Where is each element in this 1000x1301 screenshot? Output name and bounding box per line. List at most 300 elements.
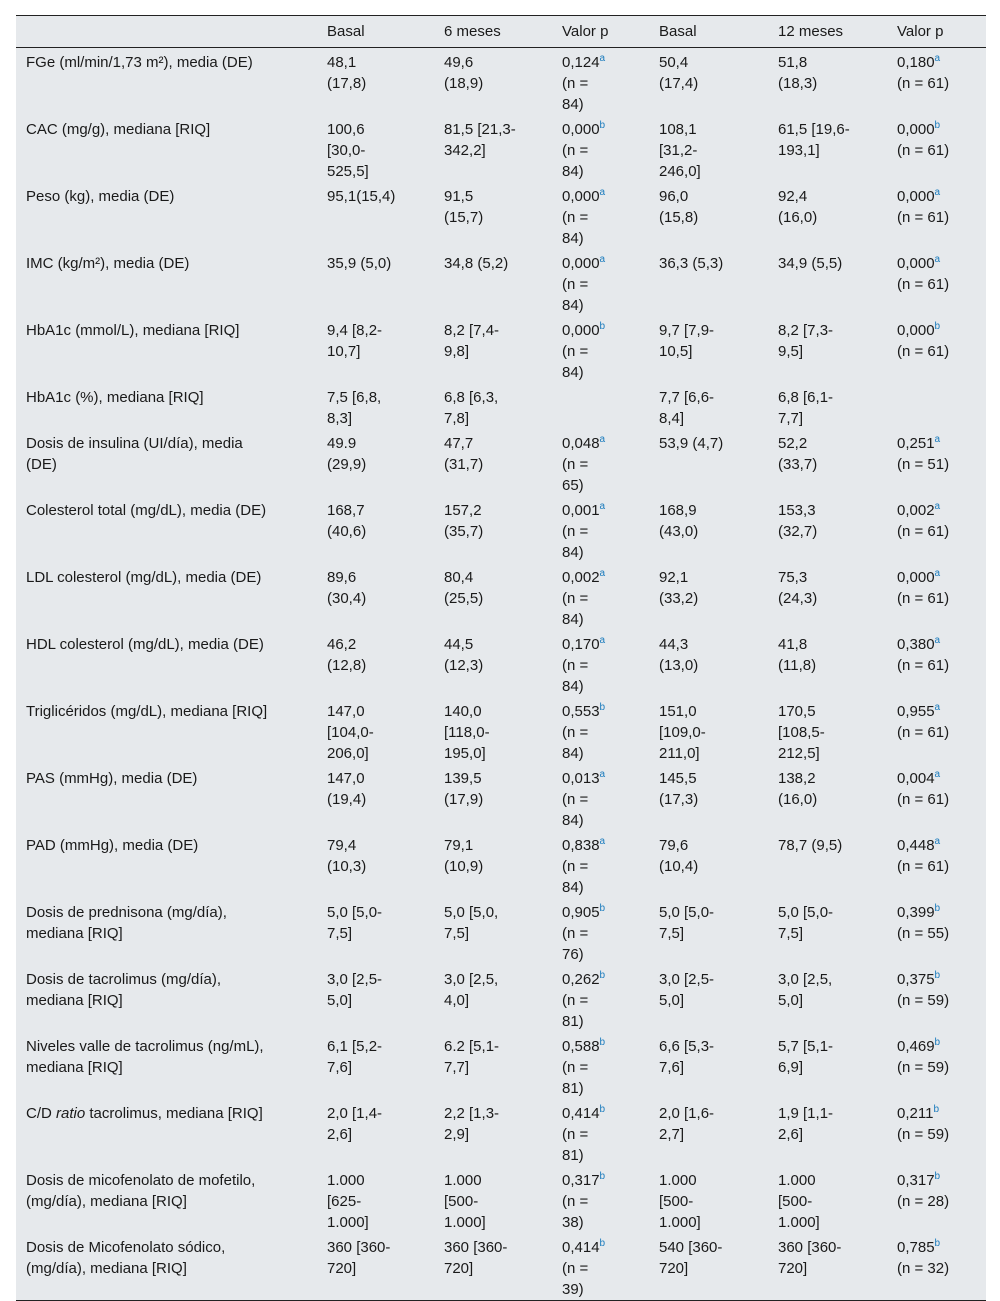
p-value-footnote-marker: a bbox=[934, 835, 941, 847]
sample-size: (n = bbox=[562, 589, 589, 607]
p-value-line bbox=[562, 902, 643, 923]
p-value-line bbox=[897, 433, 980, 454]
p-value: 0,553 bbox=[562, 702, 600, 720]
row-label-italic: ratio bbox=[56, 1104, 86, 1122]
cell-6-meses-line: 5,0 [5,0, bbox=[444, 903, 499, 921]
cell-12-meses-line: 5,0] bbox=[778, 991, 804, 1009]
cell-6-meses-line: 34,8 (5,2) bbox=[444, 254, 509, 272]
cell-basal-6-line: 147,0 bbox=[327, 702, 365, 720]
cell-p-value-6 bbox=[552, 383, 649, 429]
p-value: 0,000 bbox=[562, 321, 600, 339]
cell-basal-6-line: 95,1(15,4) bbox=[327, 187, 396, 205]
cell-12-meses-line: (18,3) bbox=[778, 74, 818, 92]
p-value-line bbox=[897, 902, 980, 923]
p-value: 0,002 bbox=[562, 568, 600, 586]
cell-12-meses-line: (16,0) bbox=[778, 208, 818, 226]
p-value-footnote-marker: a bbox=[934, 500, 941, 512]
cell-6-meses-line: (15,7) bbox=[444, 208, 484, 226]
cell-p-value-12 bbox=[887, 1032, 986, 1099]
table-row bbox=[16, 182, 986, 249]
cell-6-meses-line: 360 [360- bbox=[444, 1238, 508, 1256]
cell-basal-6 bbox=[317, 1233, 434, 1300]
results-table bbox=[16, 16, 986, 1300]
table-row bbox=[16, 563, 986, 630]
cell-6-meses-line: 8,2 [7,4- bbox=[444, 321, 500, 339]
cell-basal-12 bbox=[649, 182, 768, 249]
row-label bbox=[16, 1032, 317, 1099]
sample-size: (n = 61) bbox=[897, 342, 950, 360]
sample-size: (n = 61) bbox=[897, 790, 950, 808]
cell-basal-12-line: [31,2- bbox=[659, 141, 698, 159]
p-value-footnote-marker: b bbox=[934, 902, 941, 914]
cell-basal-12 bbox=[649, 115, 768, 182]
cell-basal-12-line: 7,5] bbox=[659, 924, 685, 942]
cell-basal-12-line: 1.000 bbox=[659, 1171, 697, 1189]
header-row bbox=[16, 16, 986, 47]
cell-12-meses bbox=[768, 383, 887, 429]
header-cell-12-meses: 12 meses bbox=[778, 22, 844, 40]
cell-p-value-6 bbox=[552, 1099, 649, 1166]
row-label-line: LDL colesterol (mg/dL), media (DE) bbox=[26, 568, 262, 586]
cell-p-value-6 bbox=[552, 965, 649, 1032]
sample-size: (n = 51) bbox=[897, 455, 950, 473]
sample-size: 84) bbox=[562, 363, 584, 381]
p-value: 0,588 bbox=[562, 1037, 600, 1055]
cell-p-value-12 bbox=[887, 831, 986, 898]
cell-basal-6-line: 525,5] bbox=[327, 162, 369, 180]
table-row bbox=[16, 249, 986, 316]
cell-6-meses-line: 3,0 [2,5, bbox=[444, 970, 499, 988]
header-cell-basal-12: Basal bbox=[659, 22, 697, 40]
cell-basal-6-line: 7,6] bbox=[327, 1058, 353, 1076]
p-value-line bbox=[562, 52, 643, 73]
p-value: 0,170 bbox=[562, 635, 600, 653]
cell-basal-12-line: 5,0] bbox=[659, 991, 685, 1009]
p-value-footnote-marker: b bbox=[599, 969, 606, 981]
cell-6-meses bbox=[434, 115, 552, 182]
sample-size: (n = 55) bbox=[897, 924, 950, 942]
cell-basal-6-line: 46,2 bbox=[327, 635, 357, 653]
p-value: 0,004 bbox=[897, 769, 935, 787]
cell-12-meses bbox=[768, 965, 887, 1032]
sample-size: (n = bbox=[562, 275, 589, 293]
sample-size: 65) bbox=[562, 476, 584, 494]
cell-basal-12-line: 108,1 bbox=[659, 120, 697, 138]
cell-12-meses bbox=[768, 316, 887, 383]
results-table-container bbox=[16, 15, 986, 1301]
cell-basal-6 bbox=[317, 383, 434, 429]
cell-p-value-6 bbox=[552, 115, 649, 182]
p-value-footnote-marker: b bbox=[599, 701, 606, 713]
cell-6-meses bbox=[434, 47, 552, 115]
cell-p-value-12 bbox=[887, 563, 986, 630]
row-label-line: mediana [RIQ] bbox=[26, 1058, 123, 1076]
cell-basal-12-line: [109,0- bbox=[659, 723, 706, 741]
cell-6-meses bbox=[434, 429, 552, 496]
p-value-footnote-marker: a bbox=[934, 253, 941, 265]
cell-6-meses-line: 140,0 bbox=[444, 702, 482, 720]
row-label bbox=[16, 1166, 317, 1233]
cell-basal-6 bbox=[317, 47, 434, 115]
row-label bbox=[16, 429, 317, 496]
sample-size: 84) bbox=[562, 878, 584, 896]
p-value: 0,955 bbox=[897, 702, 935, 720]
cell-12-meses-line: 41,8 bbox=[778, 635, 808, 653]
cell-6-meses bbox=[434, 898, 552, 965]
sample-size: 84) bbox=[562, 229, 584, 247]
cell-basal-6-line: (40,6) bbox=[327, 522, 367, 540]
row-label bbox=[16, 316, 317, 383]
p-value-line bbox=[562, 119, 643, 140]
header-cell-p-value-6: Valor p bbox=[562, 22, 609, 40]
cell-p-value-6 bbox=[552, 898, 649, 965]
p-value-line bbox=[897, 500, 980, 521]
row-label bbox=[16, 496, 317, 563]
cell-basal-6 bbox=[317, 182, 434, 249]
sample-size: 84) bbox=[562, 677, 584, 695]
p-value-line bbox=[562, 1237, 643, 1258]
p-value-footnote-marker: b bbox=[934, 969, 941, 981]
cell-12-meses bbox=[768, 697, 887, 764]
cell-basal-12-line: (13,0) bbox=[659, 656, 699, 674]
cell-basal-12-line: 79,6 bbox=[659, 836, 689, 854]
row-label-line: Dosis de prednisona (mg/día), bbox=[26, 903, 227, 921]
sample-size: (n = bbox=[562, 342, 589, 360]
sample-size: (n = bbox=[562, 1259, 589, 1277]
row-label-line: (mg/día), mediana [RIQ] bbox=[26, 1192, 187, 1210]
cell-6-meses-line: 7,5] bbox=[444, 924, 470, 942]
cell-p-value-12 bbox=[887, 47, 986, 115]
p-value-footnote-marker: b bbox=[934, 1237, 941, 1249]
cell-12-meses-line: 78,7 (9,5) bbox=[778, 836, 843, 854]
cell-p-value-6 bbox=[552, 1233, 649, 1300]
sample-size: (n = 59) bbox=[897, 1058, 950, 1076]
cell-12-meses bbox=[768, 429, 887, 496]
p-value-footnote-marker: a bbox=[599, 253, 606, 265]
cell-6-meses-line: 1.000] bbox=[444, 1213, 486, 1231]
cell-basal-12 bbox=[649, 1032, 768, 1099]
p-value-footnote-marker: b bbox=[934, 1170, 941, 1182]
sample-size: (n = bbox=[562, 723, 589, 741]
cell-basal-6 bbox=[317, 898, 434, 965]
sample-size: (n = bbox=[562, 522, 589, 540]
sample-size: (n = bbox=[562, 74, 589, 92]
cell-12-meses bbox=[768, 182, 887, 249]
cell-6-meses bbox=[434, 496, 552, 563]
p-value-footnote-marker: b bbox=[934, 320, 941, 332]
cell-basal-6 bbox=[317, 831, 434, 898]
cell-basal-12-line: 5,0 [5,0- bbox=[659, 903, 715, 921]
table-row bbox=[16, 383, 986, 429]
cell-basal-12-line: 8,4] bbox=[659, 409, 685, 427]
cell-6-meses-line: 195,0] bbox=[444, 744, 486, 762]
cell-basal-6-line: 3,0 [2,5- bbox=[327, 970, 383, 988]
cell-6-meses-line: 342,2] bbox=[444, 141, 486, 159]
cell-basal-12 bbox=[649, 47, 768, 115]
cell-basal-6-line: 2,0 [1,4- bbox=[327, 1104, 383, 1122]
cell-p-value-12 bbox=[887, 1233, 986, 1300]
cell-basal-12 bbox=[649, 1233, 768, 1300]
sample-size: (n = bbox=[562, 1192, 589, 1210]
p-value-footnote-marker: a bbox=[934, 567, 941, 579]
cell-basal-6-line: 7,5 [6,8, bbox=[327, 388, 382, 406]
cell-p-value-12 bbox=[887, 115, 986, 182]
header-cell-p-value-12: Valor p bbox=[897, 22, 944, 40]
p-value-line bbox=[562, 320, 643, 341]
cell-12-meses bbox=[768, 898, 887, 965]
cell-12-meses-line: 3,0 [2,5, bbox=[778, 970, 833, 988]
cell-p-value-6 bbox=[552, 1032, 649, 1099]
sample-size: 81) bbox=[562, 1012, 584, 1030]
p-value-footnote-marker: a bbox=[934, 433, 941, 445]
p-value-footnote-marker: a bbox=[599, 768, 606, 780]
cell-basal-12 bbox=[649, 429, 768, 496]
cell-12-meses-line: 6,8 [6,1- bbox=[778, 388, 834, 406]
cell-6-meses bbox=[434, 316, 552, 383]
cell-6-meses-line: 139,5 bbox=[444, 769, 482, 787]
cell-12-meses bbox=[768, 249, 887, 316]
cell-6-meses-line: 1.000 bbox=[444, 1171, 482, 1189]
p-value-footnote-marker: a bbox=[934, 768, 941, 780]
sample-size: 39) bbox=[562, 1280, 584, 1298]
cell-basal-6-line: 9,4 [8,2- bbox=[327, 321, 383, 339]
row-label-line: Peso (kg), media (DE) bbox=[26, 187, 175, 205]
p-value-line bbox=[897, 1170, 980, 1191]
cell-basal-12-line: 9,7 [7,9- bbox=[659, 321, 715, 339]
sample-size: (n = 61) bbox=[897, 208, 950, 226]
p-value-line bbox=[562, 500, 643, 521]
p-value-footnote-marker: a bbox=[599, 634, 606, 646]
cell-12-meses-line: 1.000 bbox=[778, 1171, 816, 1189]
cell-12-meses bbox=[768, 630, 887, 697]
p-value: 0,251 bbox=[897, 434, 935, 452]
sample-size: 38) bbox=[562, 1213, 584, 1231]
p-value: 0,380 bbox=[897, 635, 935, 653]
cell-basal-12-line: 50,4 bbox=[659, 53, 689, 71]
p-value-footnote-marker: b bbox=[599, 1036, 606, 1048]
cell-12-meses-line: 138,2 bbox=[778, 769, 816, 787]
cell-basal-12-line: 540 [360- bbox=[659, 1238, 723, 1256]
cell-basal-12-line: 145,5 bbox=[659, 769, 697, 787]
cell-12-meses-line: 61,5 [19,6- bbox=[778, 120, 850, 138]
row-label-line: Triglicéridos (mg/dL), mediana [RIQ] bbox=[26, 702, 268, 720]
table-row bbox=[16, 898, 986, 965]
table-row bbox=[16, 496, 986, 563]
row-label bbox=[16, 898, 317, 965]
cell-12-meses-line: 52,2 bbox=[778, 434, 808, 452]
cell-basal-6-line: 206,0] bbox=[327, 744, 369, 762]
cell-basal-6 bbox=[317, 764, 434, 831]
row-label bbox=[16, 831, 317, 898]
p-value-footnote-marker: b bbox=[934, 1036, 941, 1048]
sample-size: (n = 59) bbox=[897, 1125, 950, 1143]
cell-basal-12-line: (15,8) bbox=[659, 208, 699, 226]
cell-basal-12-line: 246,0] bbox=[659, 162, 701, 180]
sample-size: (n = 61) bbox=[897, 275, 950, 293]
row-label bbox=[16, 115, 317, 182]
cell-12-meses-line: 5,7 [5,1- bbox=[778, 1037, 834, 1055]
p-value: 0,000 bbox=[562, 187, 600, 205]
cell-basal-12-line: (17,3) bbox=[659, 790, 699, 808]
p-value-line bbox=[562, 1170, 643, 1191]
cell-12-meses bbox=[768, 764, 887, 831]
cell-basal-12 bbox=[649, 496, 768, 563]
p-value-footnote-marker: b bbox=[599, 1237, 606, 1249]
cell-basal-6 bbox=[317, 697, 434, 764]
sample-size: 84) bbox=[562, 543, 584, 561]
row-label-line: PAS (mmHg), media (DE) bbox=[26, 769, 198, 787]
cell-basal-12-line: 10,5] bbox=[659, 342, 693, 360]
cell-basal-12 bbox=[649, 630, 768, 697]
p-value: 0,317 bbox=[562, 1171, 600, 1189]
cell-p-value-6 bbox=[552, 764, 649, 831]
p-value-line bbox=[897, 567, 980, 588]
cell-basal-6 bbox=[317, 249, 434, 316]
table-header bbox=[16, 16, 986, 47]
cell-basal-12-line: 36,3 (5,3) bbox=[659, 254, 724, 272]
p-value: 0,000 bbox=[897, 321, 935, 339]
p-value: 0,000 bbox=[562, 254, 600, 272]
cell-basal-6-line: 8,3] bbox=[327, 409, 353, 427]
p-value: 0,002 bbox=[897, 501, 935, 519]
row-label-prefix: C/D bbox=[26, 1104, 56, 1122]
row-label-line: HbA1c (mmol/L), mediana [RIQ] bbox=[26, 321, 240, 339]
p-value: 0,211 bbox=[897, 1104, 934, 1122]
row-label-line: Colesterol total (mg/dL), media (DE) bbox=[26, 501, 267, 519]
row-label bbox=[16, 697, 317, 764]
cell-12-meses bbox=[768, 1099, 887, 1166]
row-label-suffix: tacrolimus, mediana [RIQ] bbox=[85, 1104, 263, 1122]
cell-12-meses-line: 2,6] bbox=[778, 1125, 804, 1143]
cell-basal-12-line: 53,9 (4,7) bbox=[659, 434, 724, 452]
p-value-footnote-marker: a bbox=[599, 52, 606, 64]
cell-p-value-12 bbox=[887, 965, 986, 1032]
p-value-footnote-marker: b bbox=[599, 1170, 606, 1182]
p-value-line bbox=[562, 634, 643, 655]
p-value-footnote-marker: a bbox=[934, 52, 941, 64]
cell-basal-12 bbox=[649, 764, 768, 831]
cell-6-meses-line: 9,8] bbox=[444, 342, 470, 360]
cell-p-value-6 bbox=[552, 831, 649, 898]
cell-12-meses-line: [108,5- bbox=[778, 723, 825, 741]
sample-size: (n = 61) bbox=[897, 74, 950, 92]
sample-size: 84) bbox=[562, 811, 584, 829]
p-value: 0,000 bbox=[562, 120, 600, 138]
cell-basal-12-line: (17,4) bbox=[659, 74, 699, 92]
sample-size: 81) bbox=[562, 1146, 584, 1164]
cell-12-meses-line: 193,1] bbox=[778, 141, 820, 159]
table-row bbox=[16, 1166, 986, 1233]
cell-basal-12 bbox=[649, 965, 768, 1032]
table-row bbox=[16, 1032, 986, 1099]
sample-size: (n = bbox=[562, 991, 589, 1009]
cell-basal-6-line: 10,7] bbox=[327, 342, 361, 360]
cell-6-meses-line: 2,2 [1,3- bbox=[444, 1104, 500, 1122]
cell-p-value-6 bbox=[552, 697, 649, 764]
cell-basal-6-line: (12,8) bbox=[327, 656, 367, 674]
row-label-line: Dosis de Micofenolato sódico, bbox=[26, 1238, 226, 1256]
cell-basal-12-line: 7,7 [6,6- bbox=[659, 388, 715, 406]
cell-12-meses bbox=[768, 1166, 887, 1233]
cell-basal-6-line: (19,4) bbox=[327, 790, 367, 808]
p-value-line bbox=[562, 433, 643, 454]
cell-basal-12-line: [500- bbox=[659, 1192, 694, 1210]
cell-6-meses-line: 44,5 bbox=[444, 635, 474, 653]
cell-6-meses-line: 79,1 bbox=[444, 836, 474, 854]
p-value: 0,905 bbox=[562, 903, 600, 921]
cell-12-meses-line: (32,7) bbox=[778, 522, 818, 540]
cell-basal-12 bbox=[649, 249, 768, 316]
cell-6-meses-line: (18,9) bbox=[444, 74, 484, 92]
p-value: 0,000 bbox=[897, 187, 935, 205]
cell-basal-12-line: 7,6] bbox=[659, 1058, 685, 1076]
cell-12-meses bbox=[768, 1032, 887, 1099]
cell-p-value-12 bbox=[887, 898, 986, 965]
cell-12-meses-line: 153,3 bbox=[778, 501, 816, 519]
sample-size: (n = bbox=[562, 656, 589, 674]
row-label bbox=[16, 965, 317, 1032]
p-value: 0,000 bbox=[897, 120, 935, 138]
cell-basal-6 bbox=[317, 1166, 434, 1233]
cell-12-meses-line: 75,3 bbox=[778, 568, 808, 586]
row-label bbox=[16, 1233, 317, 1300]
p-value: 0,001 bbox=[562, 501, 600, 519]
table-row bbox=[16, 316, 986, 383]
cell-6-meses-line: (25,5) bbox=[444, 589, 484, 607]
table-row bbox=[16, 1099, 986, 1166]
cell-12-meses-line: 1,9 [1,1- bbox=[778, 1104, 834, 1122]
cell-12-meses-line: (33,7) bbox=[778, 455, 818, 473]
cell-6-meses bbox=[434, 630, 552, 697]
cell-basal-6-line: (29,9) bbox=[327, 455, 367, 473]
p-value-line bbox=[562, 1103, 643, 1124]
cell-6-meses bbox=[434, 1166, 552, 1233]
row-label-line: Dosis de micofenolato de mofetilo, bbox=[26, 1171, 256, 1189]
cell-basal-6-line: (17,8) bbox=[327, 74, 367, 92]
cell-basal-6-line: [104,0- bbox=[327, 723, 374, 741]
sample-size: (n = bbox=[562, 924, 589, 942]
p-value: 0,838 bbox=[562, 836, 600, 854]
cell-basal-12-line: 2,0 [1,6- bbox=[659, 1104, 715, 1122]
cell-basal-6-line: 5,0 [5,0- bbox=[327, 903, 383, 921]
row-label-line: Dosis de insulina (UI/día), media bbox=[26, 434, 243, 452]
sample-size: (n = bbox=[562, 141, 589, 159]
sample-size: (n = 61) bbox=[897, 656, 950, 674]
cell-6-meses bbox=[434, 764, 552, 831]
cell-6-meses bbox=[434, 182, 552, 249]
p-value-footnote-marker: a bbox=[599, 186, 606, 198]
row-label-line: (DE) bbox=[26, 455, 57, 473]
cell-12-meses-line: 92,4 bbox=[778, 187, 808, 205]
sample-size: (n = bbox=[562, 790, 589, 808]
p-value-footnote-marker: a bbox=[934, 701, 941, 713]
cell-6-meses-line: 2,9] bbox=[444, 1125, 470, 1143]
cell-12-meses-line: (11,8) bbox=[778, 656, 817, 674]
cell-basal-6-line: [625- bbox=[327, 1192, 362, 1210]
cell-p-value-12 bbox=[887, 630, 986, 697]
sample-size: 84) bbox=[562, 744, 584, 762]
cell-basal-12-line: 44,3 bbox=[659, 635, 689, 653]
sample-size: 81) bbox=[562, 1079, 584, 1097]
cell-6-meses-line: (12,3) bbox=[444, 656, 484, 674]
cell-6-meses-line: 81,5 [21,3- bbox=[444, 120, 516, 138]
cell-12-meses bbox=[768, 496, 887, 563]
cell-12-meses-line: 51,8 bbox=[778, 53, 808, 71]
cell-6-meses-line: 6.2 [5,1- bbox=[444, 1037, 500, 1055]
cell-6-meses bbox=[434, 249, 552, 316]
cell-p-value-12 bbox=[887, 182, 986, 249]
cell-12-meses-line: 170,5 bbox=[778, 702, 816, 720]
